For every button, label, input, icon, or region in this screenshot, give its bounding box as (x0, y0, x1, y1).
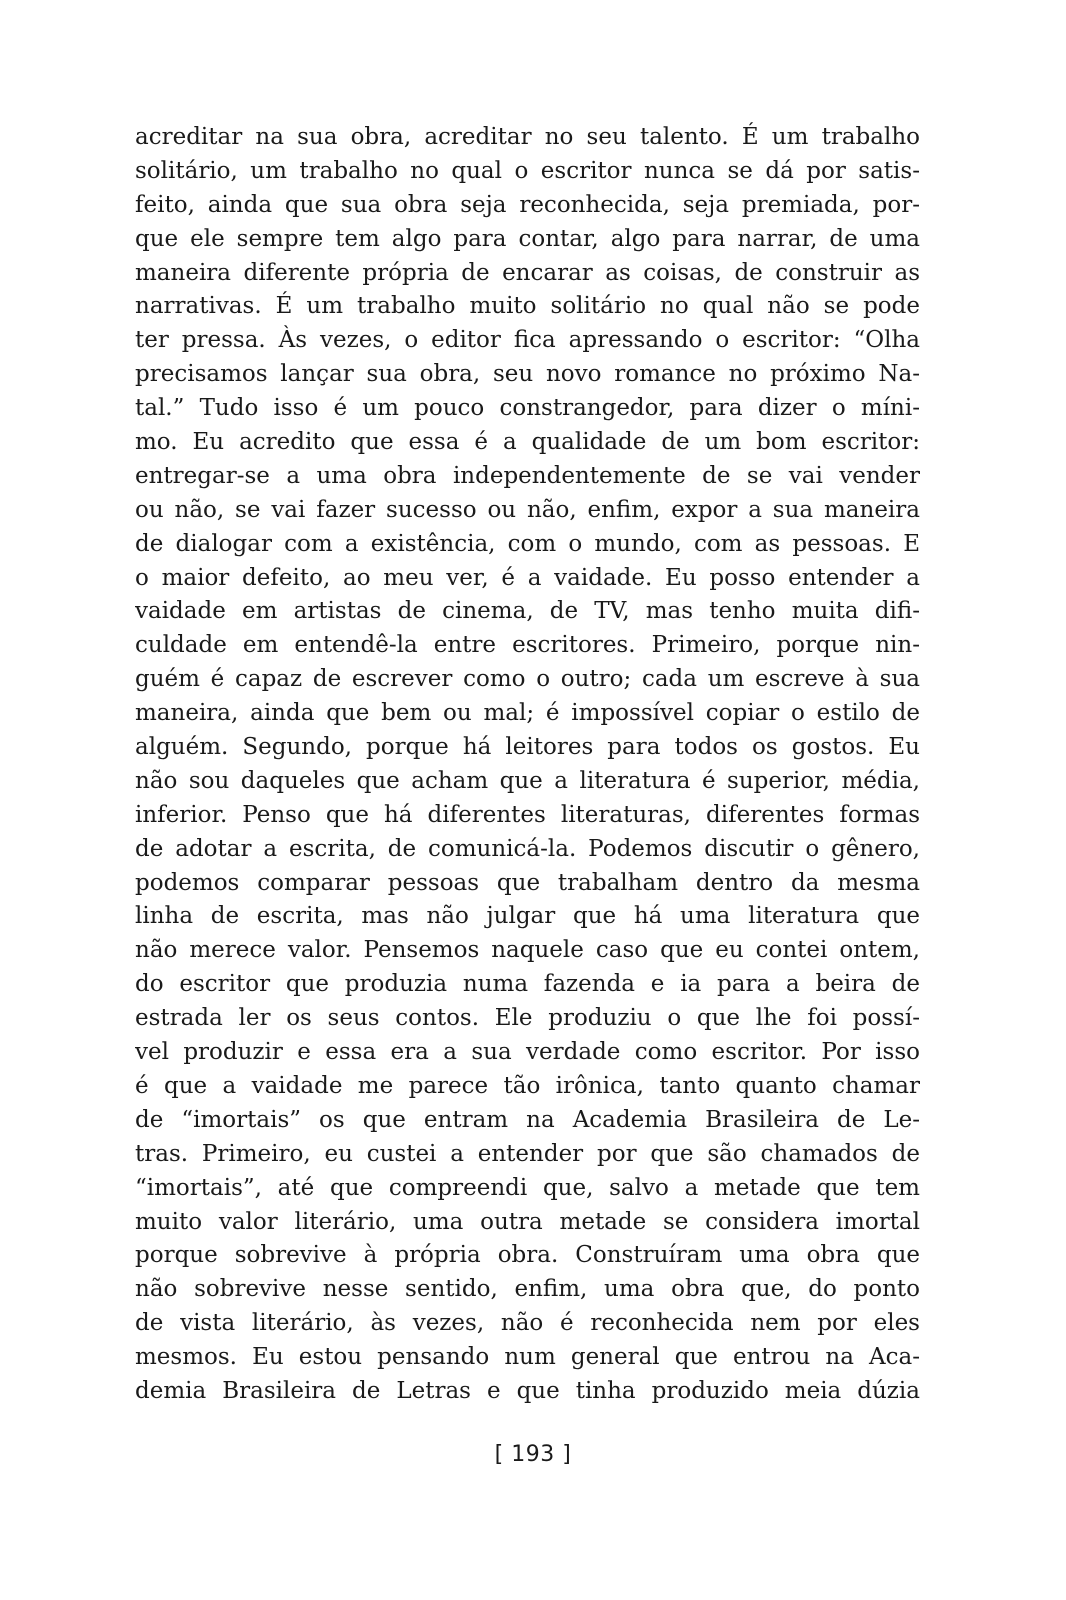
text-line: do escritor que produzia numa fazenda e ia para a beira de (135, 971, 920, 998)
text-line: de “imortais” os que entram na Academia Brasileira de Le- (135, 1106, 920, 1133)
text-line: alguém. Segundo, porque há leitores para todos os gostos. Eu (135, 734, 920, 761)
text-line: mesmos. Eu estou pensando num general que entrou na Aca- (135, 1344, 920, 1371)
text-line: estrada ler os seus contos. Ele produziu o que lhe foi possí- (135, 1005, 920, 1032)
text-line: culdade em entendê-la entre escritores. Primeiro, porque nin- (135, 632, 920, 659)
text-line: feito, ainda que sua obra seja reconhecida, seja premiada, por- (135, 191, 920, 218)
text-line: entregar-se a uma obra independentemente de se vai vender (135, 462, 920, 489)
text-line: maneira diferente própria de encarar as coisas, de construir as (135, 259, 920, 286)
body-text (135, 121, 920, 1409)
text-line: “imortais”, até que compreendi que, salvo a metade que tem (135, 1174, 920, 1201)
text-line: tras. Primeiro, eu custei a entender por que são chamados de (135, 1140, 920, 1167)
text-line: porque sobrevive à própria obra. Construíram uma obra que (135, 1242, 920, 1269)
text-line: de dialogar com a existência, com o mundo, com as pessoas. E (135, 530, 920, 557)
text-line: de adotar a escrita, de comunicá-la. Podemos discutir o gênero, (135, 835, 920, 862)
text-line: precisamos lançar sua obra, seu novo romance no próximo Na- (135, 361, 920, 388)
text-line: vaidade em artistas de cinema, de TV, mas tenho muita difi- (135, 598, 920, 625)
text-line: que ele sempre tem algo para contar, algo para narrar, de uma (135, 225, 920, 252)
text-line: ou não, se vai fazer sucesso ou não, enfim, expor a sua maneira (135, 496, 920, 523)
text-line: inferior. Penso que há diferentes literaturas, diferentes formas (135, 801, 920, 828)
text-line: vel produzir e essa era a sua verdade como escritor. Por isso (135, 1039, 920, 1066)
text-line: maneira, ainda que bem ou mal; é impossível copiar o estilo de (135, 700, 920, 727)
text-line: podemos comparar pessoas que trabalham dentro da mesma (135, 869, 920, 896)
text-line: solitário, um trabalho no qual o escritor nunca se dá por satis- (135, 157, 920, 184)
text-line: muito valor literário, uma outra metade se considera imortal (135, 1208, 920, 1235)
text-line: não sou daqueles que acham que a literatura é superior, média, (135, 767, 920, 794)
text-line: não merece valor. Pensemos naquele caso que eu contei ontem, (135, 937, 920, 964)
text-line: tal.” Tudo isso é um pouco constrangedor, para dizer o míni- (135, 395, 920, 422)
text-line: mo. Eu acredito que essa é a qualidade de um bom escritor: (135, 429, 920, 456)
text-line: o maior defeito, ao meu ver, é a vaidade. Eu posso entender a (135, 564, 920, 591)
text-line: demia Brasileira de Letras e que tinha produzido meia dúzia (135, 1377, 920, 1404)
text-line: não sobrevive nesse sentido, enfim, uma obra que, do ponto (135, 1276, 920, 1303)
text-line: é que a vaidade me parece tão irônica, tanto quanto chamar (135, 1072, 920, 1099)
text-line: narrativas. É um trabalho muito solitário no qual não se pode (135, 293, 920, 320)
text-line: ter pressa. Às vezes, o editor fica apressando o escritor: “Olha (135, 327, 920, 354)
page-number: [ 193 ] (494, 1442, 572, 1467)
text-line: de vista literário, às vezes, não é reconhecida nem por eles (135, 1310, 920, 1337)
text-line: acreditar na sua obra, acreditar no seu talento. É um trabalho (135, 124, 920, 150)
text-line: linha de escrita, mas não julgar que há uma literatura que (135, 903, 920, 930)
text-line: guém é capaz de escrever como o outro; cada um escreve à sua (135, 666, 920, 693)
